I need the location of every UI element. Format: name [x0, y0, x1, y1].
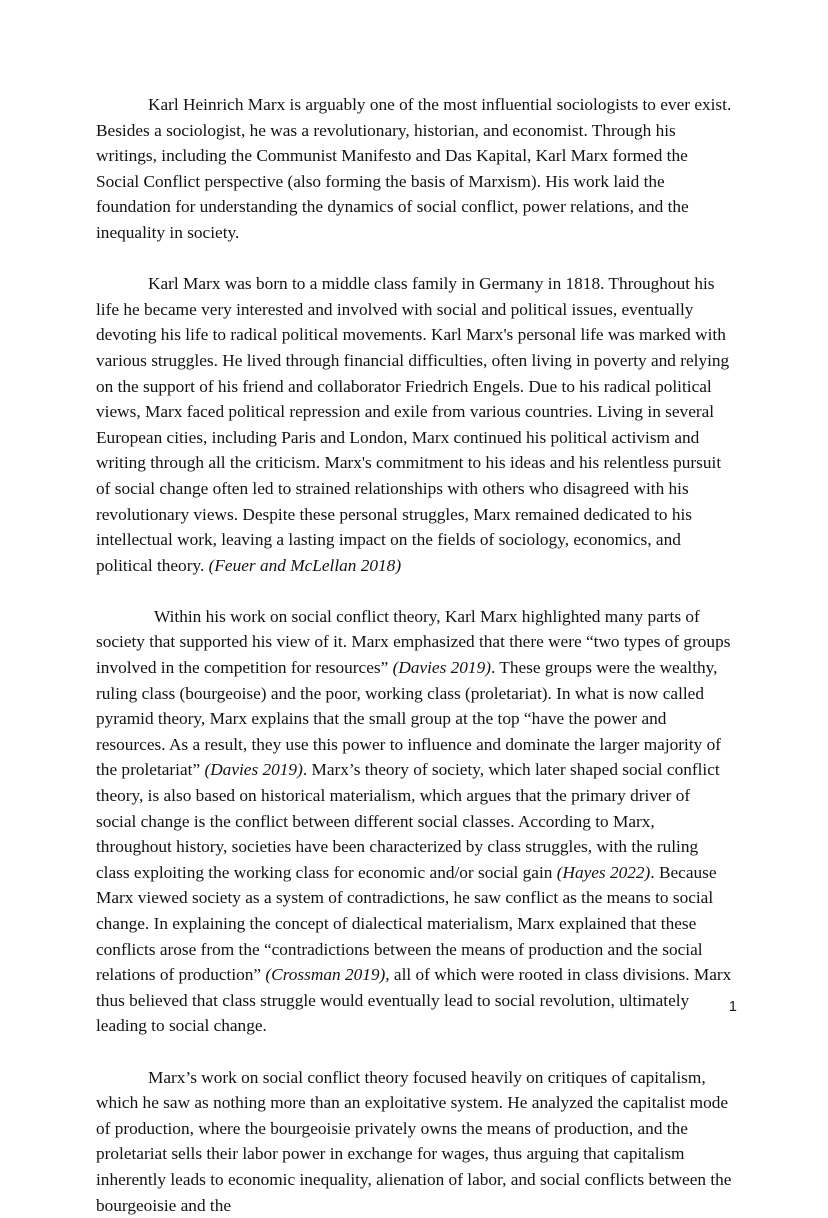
text-run: Karl Marx was born to a middle class family in Germany in 1818. Throughout his life he became very interested and involved with social and political issues, eventually devoting his life to radical political movements. Karl Marx's personal life was marked with various struggles. He lived through financial difficulties, often living in poverty and relying on the support of his friend and collaborator Friedrich Engels. Due to his radical political views, Marx faced political repression and exile from various countries. Living in several European cities, including Paris and London, Marx continued his political activism and writing through all the criticism. Marx's commitment to his ideas and his relentless pursuit of social change often led to strained relationships with others who disagreed with his revolutionary views. Despite these personal struggles, Marx remained dedicated to his intellectual work, leaving a lasting impact on the fields of sociology, economics, and political theory. — [96, 274, 730, 575]
page-number: 1 — [728, 999, 737, 1015]
paragraph-1 — [96, 92, 733, 246]
text-run: . These groups were the wealthy, ruling class (bourgeoise) and the poor, working class (proletariat). In what is now called pyramid theory, Marx explains that the small group at the top “have the power and resources. As a result, they use this power to influence and dominate the larger majority of the proletariat” — [96, 658, 721, 780]
text-run: . Because Marx viewed society as a system of contradictions, he saw conflict as the means to social change. In explaining the concept of dialectical materialism, Marx explained that these conflicts arose from the “contradictions between the means of production and the social relations of production” — [96, 862, 717, 985]
citation: (Crossman 2019), — [265, 965, 390, 985]
text-run: all of which were rooted in class divisions. Marx thus believed that class struggle would eventually lead to social revolution, ultimately leading to social change. — [96, 965, 732, 1036]
paragraph-4 — [96, 1065, 733, 1218]
document-body — [96, 92, 733, 1218]
paragraph-2 — [96, 271, 733, 578]
text-run: Marx’s work on social conflict theory focused heavily on critiques of capitalism, which he saw as nothing more than an exploitative system. He analyzed the capitalist mode of production, where the bourgeoisie privately owns the means of production, and the proletariat sells their labor power in exchange for wages, thus arguing that capitalism inherently leads to economic inequality, alienation of labor, and social conflicts between the bourgeoisie and the — [96, 1067, 732, 1215]
citation: (Davies 2019) — [204, 760, 303, 780]
citation: (Feuer and McLellan 2018) — [208, 555, 402, 575]
citation: (Davies 2019) — [392, 658, 491, 678]
paragraph-3 — [96, 604, 733, 1039]
citation: (Hayes 2022) — [556, 862, 651, 882]
text-run: . Marx’s theory of society, which later shaped social conflict theory, is also based on historical materialism, which argues that the primary driver of social change is the conflict between different social classes. According to Marx, throughout history, societies have been characterized by class struggles, with the ruling class exploiting the working class for economic and/or social gain — [96, 760, 720, 882]
text-run: Karl Heinrich Marx is arguably one of the most influential sociologists to ever exist. Besides a sociologist, he was a revolutionary, historian, and economist. Through his writings, including the Communist Manifesto and Das Kapital, Karl Marx formed the Social Conflict perspective (also forming the basis of Marxism). His work laid the foundation for understanding the dynamics of social conflict, power relations, and the inequality in society. — [96, 95, 732, 242]
text-run: Within his work on social conflict theory, Karl Marx highlighted many parts of society that supported his view of it. Marx emphasized that there were “two types of groups involved in the competition for resources” — [96, 606, 731, 678]
